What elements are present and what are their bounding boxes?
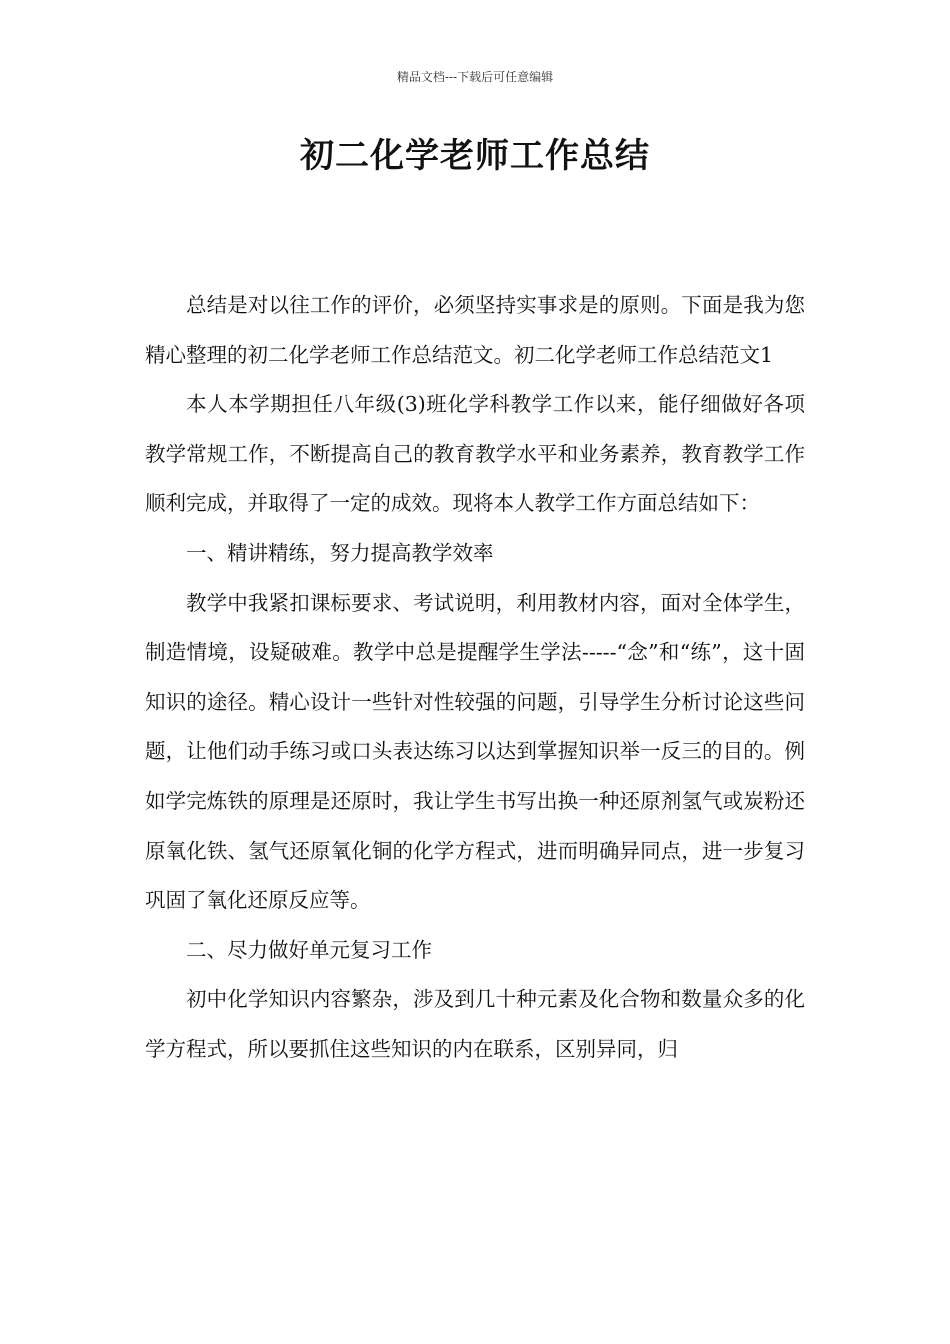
document-title: 初二化学老师工作总结 [300, 136, 650, 176]
document-body [145, 281, 805, 1075]
section-heading-2: 二、尽力做好单元复习工作 [186, 937, 432, 962]
section-heading-1: 一、精讲精练，努力提高教学效率 [186, 540, 494, 565]
paragraph-overview: 本人本学期担任八年级(3)班化学科教学工作以来，能仔细做好各项教学常规工作，不断提高自己的教育教学水平和业务素养，教育教学工作顺利完成，并取得了一定的成效。现将本人教学工作方面总结如下： [145, 392, 805, 516]
paragraph-section-1: 教学中我紧扣课标要求、考试说明，利用教材内容，面对全体学生，制造情境，设疑破难。教学中总是提醒学生学法-----“念”和“练”，这十固知识的途径。精心设计一些针对性较强的问题，引导学生分析讨论这些问题，让他们动手练习或口头表达练习以达到掌握知识举一反三的目的。例如学完炼铁的原理是还原时，我让学生书写出换一种还原剂氢气或炭粉还原氧化铁、氢气还原氧化铜的化学方程式，进而明确异同点，进一步复习巩固了氧化还原反应等。 [145, 590, 805, 913]
paragraph-section-2: 初中化学知识内容繁杂，涉及到几十种元素及化合物和数量众多的化学方程式，所以要抓住这些知识的内在联系，区别异同，归 [145, 987, 805, 1061]
paragraph-intro: 总结是对以往工作的评价，必须坚持实事求是的原则。下面是我为您精心整理的初二化学老师工作总结范文。初二化学老师工作总结范文1 [145, 293, 805, 367]
page-header: 精品文档---下载后可任意编辑 [396, 70, 554, 84]
